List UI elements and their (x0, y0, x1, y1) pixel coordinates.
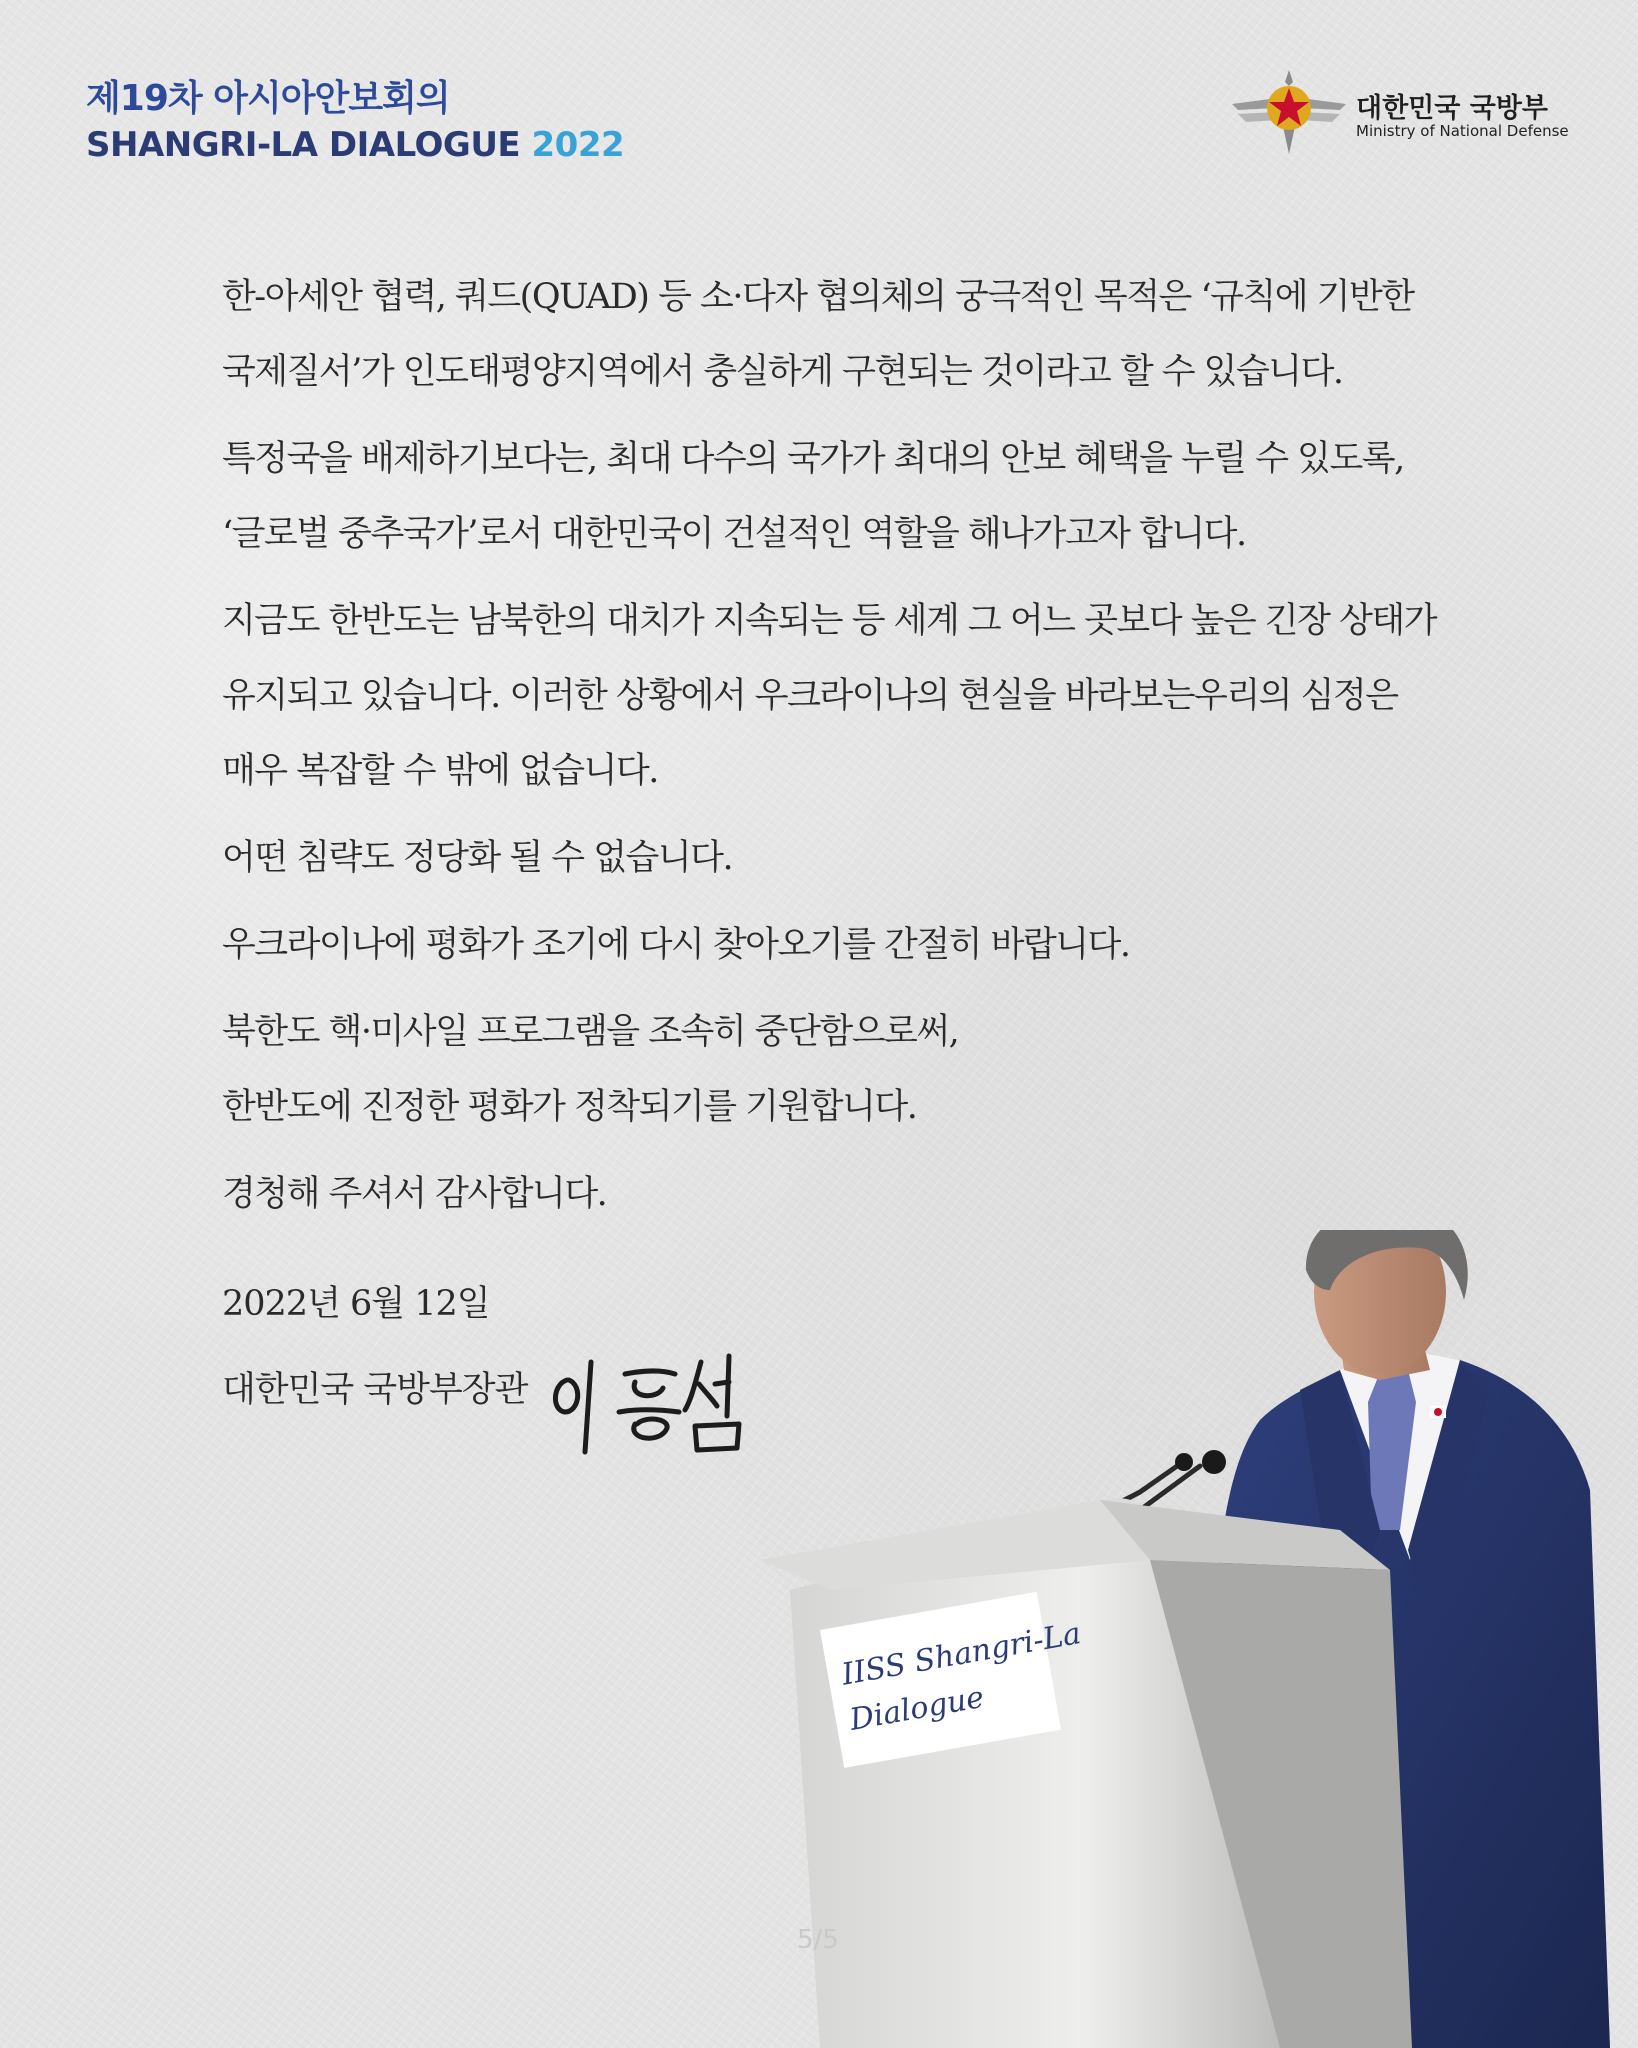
event-title-english-name: SHANGRI-LA DIALOGUE (86, 125, 521, 165)
speech-body (222, 260, 1452, 1244)
speech-line: 지금도 한반도는 남북한의 대치가 지속되는 등 세계 그 어느 곳보다 높은 긴장 상태가 (222, 601, 1437, 641)
speech-line: 우크라이나에 평화가 조기에 다시 찾아오기를 간절히 바랍니다. (222, 925, 1130, 965)
speech-line: ‘글로벌 중추국가’로서 대한민국이 건설적인 역할을 해나가고자 합니다. (222, 514, 1246, 554)
speech-date: 2022년 6월 12일 (222, 1284, 490, 1324)
speech-paragraph (222, 821, 1452, 896)
speech-line: 매우 복잡할 수 밖에 없습니다. (222, 751, 658, 791)
speech-paragraph (222, 422, 1452, 572)
event-year: 2022 (531, 125, 625, 165)
speech-line: 국제질서’가 인도태평양지역에서 충실하게 구현되는 것이라고 할 수 있습니다. (222, 352, 1343, 392)
ministry-logo (1230, 66, 1570, 156)
speaker-at-podium-photo (740, 1230, 1638, 2048)
signer-title: 대한민국 국방부장관 (222, 1370, 528, 1410)
ministry-name-korean: 대한민국 국방부 (1356, 93, 1548, 124)
event-title-korean: 제19차 아시아안보회의 (86, 78, 450, 119)
event-title (86, 70, 624, 165)
speech-paragraph (222, 1157, 1452, 1232)
speech-line: 유지되고 있습니다. 이러한 상황에서 우크라이나의 현실을 바라보는우리의 심정은 (222, 676, 1398, 716)
speech-paragraph (222, 260, 1452, 410)
speech-line: 특정국을 배제하기보다는, 최대 다수의 국가가 최대의 안보 혜택을 누릴 수 있도록, (222, 439, 1404, 479)
speech-paragraph (222, 584, 1452, 809)
podium-sign-line1: IISS Shangri-La (839, 1616, 1084, 1693)
ministry-name-english: Ministry of National Defense (1356, 122, 1569, 140)
speech-paragraph (222, 908, 1452, 983)
speech-paragraph (222, 995, 1452, 1145)
speech-line: 북한도 핵·미사일 프로그램을 조속히 중단함으로써, (222, 1012, 959, 1052)
speech-line: 한-아세안 협력, 쿼드(QUAD) 등 소·다자 협의체의 궁극적인 목적은 ‘규칙에 기반한 (222, 277, 1414, 317)
page-indicator: 5/5 (797, 1925, 839, 1955)
podium-sign-line2: Dialogue (847, 1679, 987, 1738)
ministry-emblem-icon (1230, 66, 1348, 158)
speech-line: 경청해 주셔서 감사합니다. (222, 1174, 607, 1214)
handwritten-signature (545, 1340, 765, 1460)
speech-line: 한반도에 진정한 평화가 정착되기를 기원합니다. (222, 1087, 917, 1127)
event-title-english (86, 125, 624, 165)
speech-line: 어떤 침략도 정당화 될 수 없습니다. (222, 838, 733, 878)
